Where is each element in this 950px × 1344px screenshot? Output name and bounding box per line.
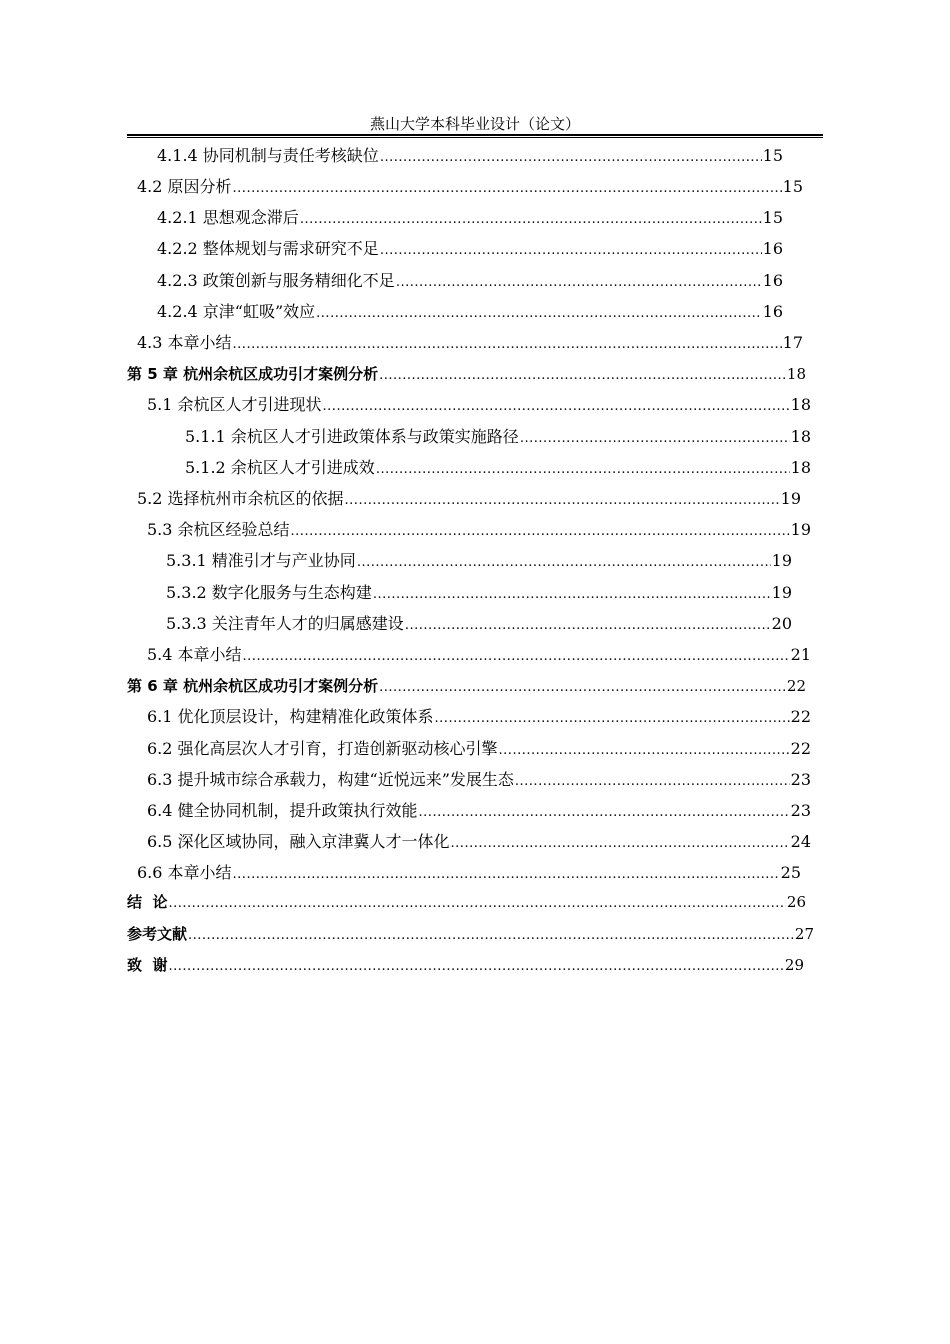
toc-leader-dots	[499, 740, 790, 762]
toc-entry-6-2[interactable]	[147, 738, 811, 762]
toc-leader-dots	[376, 459, 790, 481]
toc-entry-5-3-3[interactable]	[166, 613, 792, 637]
toc-entry-page: 29	[784, 956, 804, 974]
toc-leader-dots	[323, 396, 790, 418]
toc-entry-6-1[interactable]	[147, 706, 811, 730]
toc-leader-dots	[419, 802, 790, 824]
toc-entry-page: 19	[771, 583, 792, 602]
toc-leader-dots	[233, 334, 782, 356]
toc-leader-dots	[291, 521, 790, 543]
toc-entry-page: 26	[786, 893, 806, 911]
toc-leader-dots	[168, 956, 783, 978]
toc-entry-title: 6.6 本章小结	[137, 863, 232, 882]
toc-entry-title: 第 5 章 杭州余杭区成功引才案例分析	[127, 365, 379, 383]
toc-entry-6-5[interactable]	[147, 831, 811, 855]
toc-entry-page: 19	[790, 520, 811, 539]
toc-entry-5-1[interactable]	[147, 394, 811, 418]
toc-entry-4-2[interactable]	[137, 176, 803, 200]
toc-entry-page: 24	[790, 832, 811, 851]
toc-leader-dots	[345, 490, 780, 512]
toc-entry-title: 4.2.1 思想观念滞后	[157, 208, 299, 227]
toc-leader-dots	[168, 893, 785, 915]
toc-leader-dots	[451, 833, 790, 855]
toc-entry-page: 22	[786, 677, 806, 695]
toc-leader-dots	[379, 365, 786, 387]
toc-entry-page: 19	[771, 551, 792, 570]
toc-leader-dots	[373, 584, 771, 606]
header-rule-thin	[127, 137, 823, 138]
toc-entry-page: 19	[780, 489, 801, 508]
toc-entry-page: 20	[771, 614, 792, 633]
toc-leader-dots	[520, 428, 790, 450]
toc-entry-title: 5.3.3 关注青年人才的归属感建设	[166, 614, 404, 633]
toc-entry-6-4[interactable]	[147, 800, 811, 824]
toc-entry-chapter-5[interactable]	[127, 363, 806, 387]
toc-entry-title: 参考文献	[127, 925, 188, 943]
toc-entry-title: 6.2 强化高层次人才引育，打造创新驱动核心引擎	[147, 739, 498, 758]
toc-leader-dots	[357, 552, 771, 574]
toc-entry-title: 6.3 提升城市综合承载力，构建“近悦远来”发展生态	[147, 770, 514, 789]
toc-entry-title: 5.1 余杭区人才引进现状	[147, 395, 322, 414]
toc-entry-page: 23	[790, 770, 811, 789]
toc-entry-4-2-1[interactable]	[157, 207, 783, 231]
toc-entry-title: 第 6 章 杭州余杭区成功引才案例分析	[127, 677, 379, 695]
header-rule-thick	[127, 134, 823, 136]
toc-entry-4-1-4[interactable]	[157, 145, 783, 169]
toc-leader-dots	[396, 272, 762, 294]
toc-entry-title: 5.2 选择杭州市余杭区的依据	[137, 489, 344, 508]
toc-entry-6-6[interactable]	[137, 862, 801, 886]
toc-entry-page: 18	[790, 395, 811, 414]
toc-leader-dots	[515, 771, 790, 793]
toc-leader-dots	[233, 178, 782, 200]
toc-entry-title: 结 论	[127, 893, 168, 911]
toc-leader-dots	[379, 677, 786, 699]
toc-entry-5-4[interactable]	[147, 644, 811, 668]
toc-entry-page: 25	[780, 863, 801, 882]
toc-entry-page: 16	[762, 302, 783, 321]
toc-entry-4-3[interactable]	[137, 332, 803, 356]
toc-entry-6-3[interactable]	[147, 769, 811, 793]
toc-entry-title: 6.1 优化顶层设计，构建精准化政策体系	[147, 707, 434, 726]
toc-entry-page: 17	[782, 333, 803, 352]
toc-entry-page: 18	[790, 458, 811, 477]
toc-entry-acknowledgements[interactable]	[127, 954, 804, 978]
toc-entry-page: 22	[790, 707, 811, 726]
page-header-title: 燕山大学本科毕业设计（论文）	[369, 115, 580, 133]
toc-entry-page: 16	[762, 239, 783, 258]
toc-entry-5-1-2[interactable]	[185, 457, 811, 481]
toc-entry-page: 22	[790, 739, 811, 758]
toc-entry-page: 16	[762, 271, 783, 290]
toc-entry-4-2-2[interactable]	[157, 238, 783, 262]
toc-entry-title: 5.4 本章小结	[147, 645, 242, 664]
toc-entry-page: 18	[790, 427, 811, 446]
toc-entry-title: 5.3.1 精准引才与产业协同	[166, 551, 356, 570]
toc-leader-dots	[380, 240, 762, 262]
toc-entry-title: 5.1.1 余杭区人才引进政策体系与政策实施路径	[185, 427, 519, 446]
toc-entry-title: 6.5 深化区域协同，融入京津冀人才一体化	[147, 832, 450, 851]
toc-entry-page: 15	[782, 177, 803, 196]
toc-entry-title: 4.2.4 京津“虹吸”效应	[157, 302, 316, 321]
toc-entry-conclusion[interactable]	[127, 891, 806, 915]
toc-leader-dots	[380, 147, 762, 169]
toc-entry-page: 21	[790, 645, 811, 664]
toc-entry-title: 4.2 原因分析	[137, 177, 232, 196]
toc-entry-title: 5.3.2 数字化服务与生态构建	[166, 583, 372, 602]
toc-entry-title: 4.2.2 整体规划与需求研究不足	[157, 239, 379, 258]
toc-entry-references[interactable]	[127, 923, 814, 947]
toc-leader-dots	[405, 615, 771, 637]
toc-leader-dots	[435, 708, 790, 730]
toc-entry-page: 27	[794, 925, 814, 943]
toc-entry-title: 4.3 本章小结	[137, 333, 232, 352]
toc-entry-title: 4.2.3 政策创新与服务精细化不足	[157, 271, 395, 290]
toc-entry-page: 15	[762, 146, 783, 165]
toc-entry-5-3-1[interactable]	[166, 550, 792, 574]
toc-leader-dots	[233, 864, 780, 886]
toc-entry-4-2-4[interactable]	[157, 301, 783, 325]
toc-entry-title: 4.1.4 协同机制与责任考核缺位	[157, 146, 379, 165]
toc-entry-title: 致 谢	[127, 956, 168, 974]
toc-entry-title: 5.3 余杭区经验总结	[147, 520, 290, 539]
toc-entry-4-2-3[interactable]	[157, 270, 783, 294]
toc-leader-dots	[300, 209, 762, 231]
toc-entry-chapter-6[interactable]	[127, 675, 806, 699]
toc-entry-title: 5.1.2 余杭区人才引进成效	[185, 458, 375, 477]
toc-entry-5-3[interactable]	[147, 519, 811, 543]
toc-entry-page: 18	[786, 365, 806, 383]
toc-entry-5-3-2[interactable]	[166, 582, 792, 606]
toc-leader-dots	[188, 925, 794, 947]
toc-leader-dots	[316, 303, 761, 325]
toc-entry-5-1-1[interactable]	[185, 426, 811, 450]
toc-leader-dots	[243, 646, 790, 668]
toc-entry-title: 6.4 健全协同机制，提升政策执行效能	[147, 801, 418, 820]
toc-entry-page: 23	[790, 801, 811, 820]
toc-entry-page: 15	[762, 208, 783, 227]
toc-entry-5-2[interactable]	[137, 488, 801, 512]
